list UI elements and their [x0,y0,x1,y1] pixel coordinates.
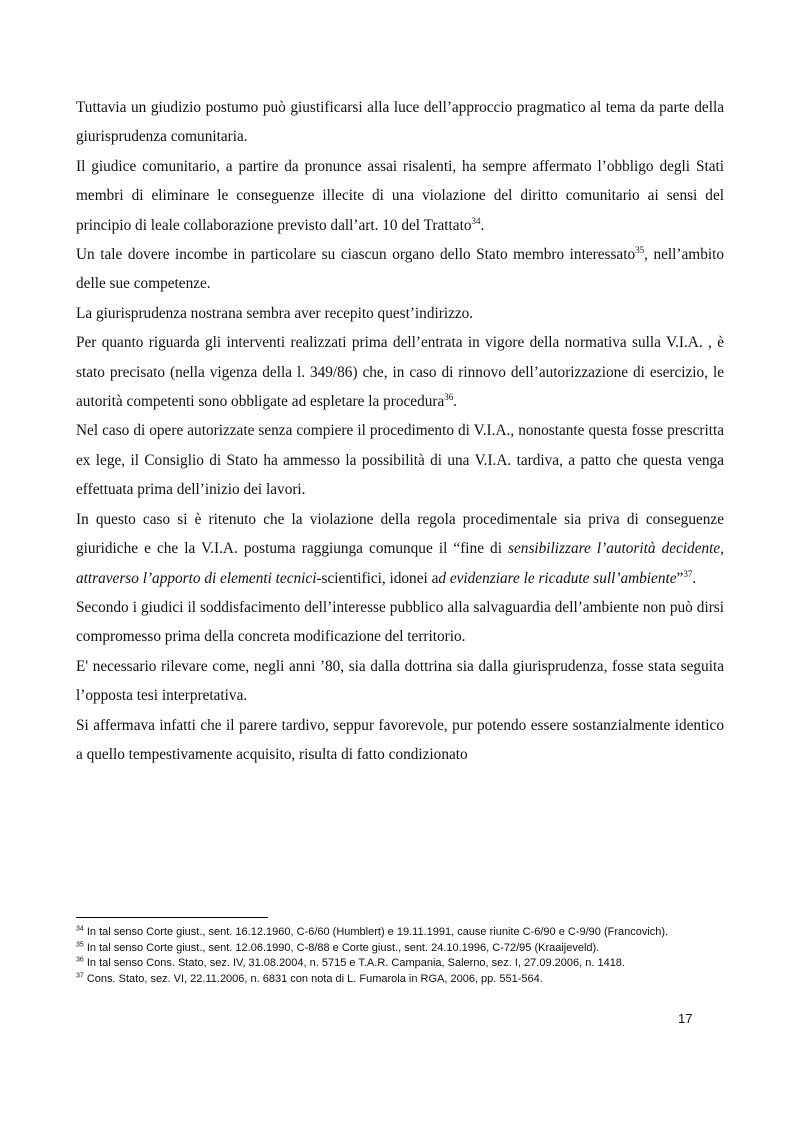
text-run: . [480,216,485,234]
footnote-text: In tal senso Corte giust., sent. 12.06.1990, C-8/88 e Corte giust., sent. 24.10.1996, C-72/95 (Kraaijeveld). [83,941,600,954]
footnote-ref: 34 [471,215,481,226]
footnote-text: Cons. Stato, sez. VI, 22.11.2006, n. 6831 con nota di L. Fumarola in RGA, 2006, pp. 551-564. [83,972,543,985]
text-run: In questo caso si è ritenuto che la violazione della regola procedimentale sia priva di conseguenze giuridiche e che la V.I.A. postuma raggiunga comunque il “fine di [76,510,724,558]
paragraph [76,152,724,240]
paragraph [76,240,724,299]
footnote-number: 34 [76,925,84,933]
text-run: , nell’ambito delle sue competenze. [76,246,725,293]
footnote-ref: 35 [635,244,645,255]
text-run: Per quanto riguarda gli interventi realizzati prima dell’entrata in vigore della normativa sulla V.I.A. , è stato precisato (nella vigenza della l. 349/86) che, in caso di rinnovo dell’autorizzazione di esercizio, le autorità competenti sono obbligate ad espletare la procedura [76,334,724,411]
paragraph [76,416,724,504]
footnote [76,972,724,988]
footnote [76,925,724,941]
paragraph [76,593,724,652]
paragraph [76,93,724,152]
text-run: Secondo i giudici il soddisfacimento dell’interesse pubblico alla salvaguardia dell’ambiente non può dirsi compromesso prima della concreta modificazione del territorio. [76,598,724,646]
footnote-number: 36 [76,956,84,964]
footnote [76,956,724,972]
paragraph [76,299,724,328]
footnote-text: In tal senso Corte giust., sent. 16.12.1960, C-6/60 (Humblert) e 19.11.1991, cause riunite C-6/90 e C-9/90 (Francovich). [83,926,669,938]
text-run: La giurisprudenza nostrana sembra aver recepito quest’indirizzo. [76,304,474,322]
text-run: Il giudice comunitario, a partire da pronunce assai risalenti, ha sempre affermato l’obbligo degli Stati membri di eliminare le conseguenze illecite di una violazione del diritto comunitario ai sensi del principio di leale collaborazione previsto dall’art. 10 del Trattato [76,157,724,234]
page-number: 17 [678,1011,693,1026]
footnote-ref: 36 [444,391,454,402]
quoted-text: d evidenziare le ricadute sull’ambiente [438,569,677,587]
footnote [76,941,724,957]
text-run: Un tale dovere incombe in particolare su ciascun organo dello Stato membro interessato [76,246,636,264]
footnote-ref: 37 [683,568,693,579]
paragraph [76,328,724,416]
footnote-number: 35 [76,940,84,948]
paragraph [76,652,724,711]
text-run: Si affermava infatti che il parere tardivo, seppur favorevole, pur potendo essere sostanzialmente identico a quello tempestivamente acquisito, risulta di fatto condizionato [76,716,724,763]
text-run: . [692,569,697,587]
text-run: Nel caso di opere autorizzate senza compiere il procedimento di V.I.A., nonostante questa fosse prescritta ex lege, il Consiglio di Stato ha ammesso la possibilità di una V.I.A. tardiva, a patto che questa venga effettuata prima dell’inizio dei lavori. [76,422,724,499]
text-run: E' necessario rilevare come, negli anni ’80, sia dalla dottrina sia dalla giurisprudenza, fosse stata seguita l’opposta tesi interpretativa. [76,657,724,705]
paragraph [76,711,724,770]
footnotes [76,925,724,987]
text-run: . [453,393,458,411]
text-run: Tuttavia un giudizio postumo può giustificarsi alla luce dell’approccio pragmatico al tema da parte della giurisprudenza comunitaria. [76,99,724,146]
body-text [76,93,724,769]
paragraph [76,505,724,593]
quoted-text: sensibilizzare l’autorità decidente, attraverso l’apporto di elementi tecnici [76,540,724,587]
text-run: -scientifici, idonei a [316,569,439,587]
text-run: ” [676,569,684,587]
footnote-number: 37 [76,971,84,979]
footnote-separator [76,917,268,918]
footnote-text: In tal senso Cons. Stato, sez. IV, 31.08.2004, n. 5715 e T.A.R. Campania, Salerno, sez. I, 27.09.2006, n. 1418. [83,957,625,969]
